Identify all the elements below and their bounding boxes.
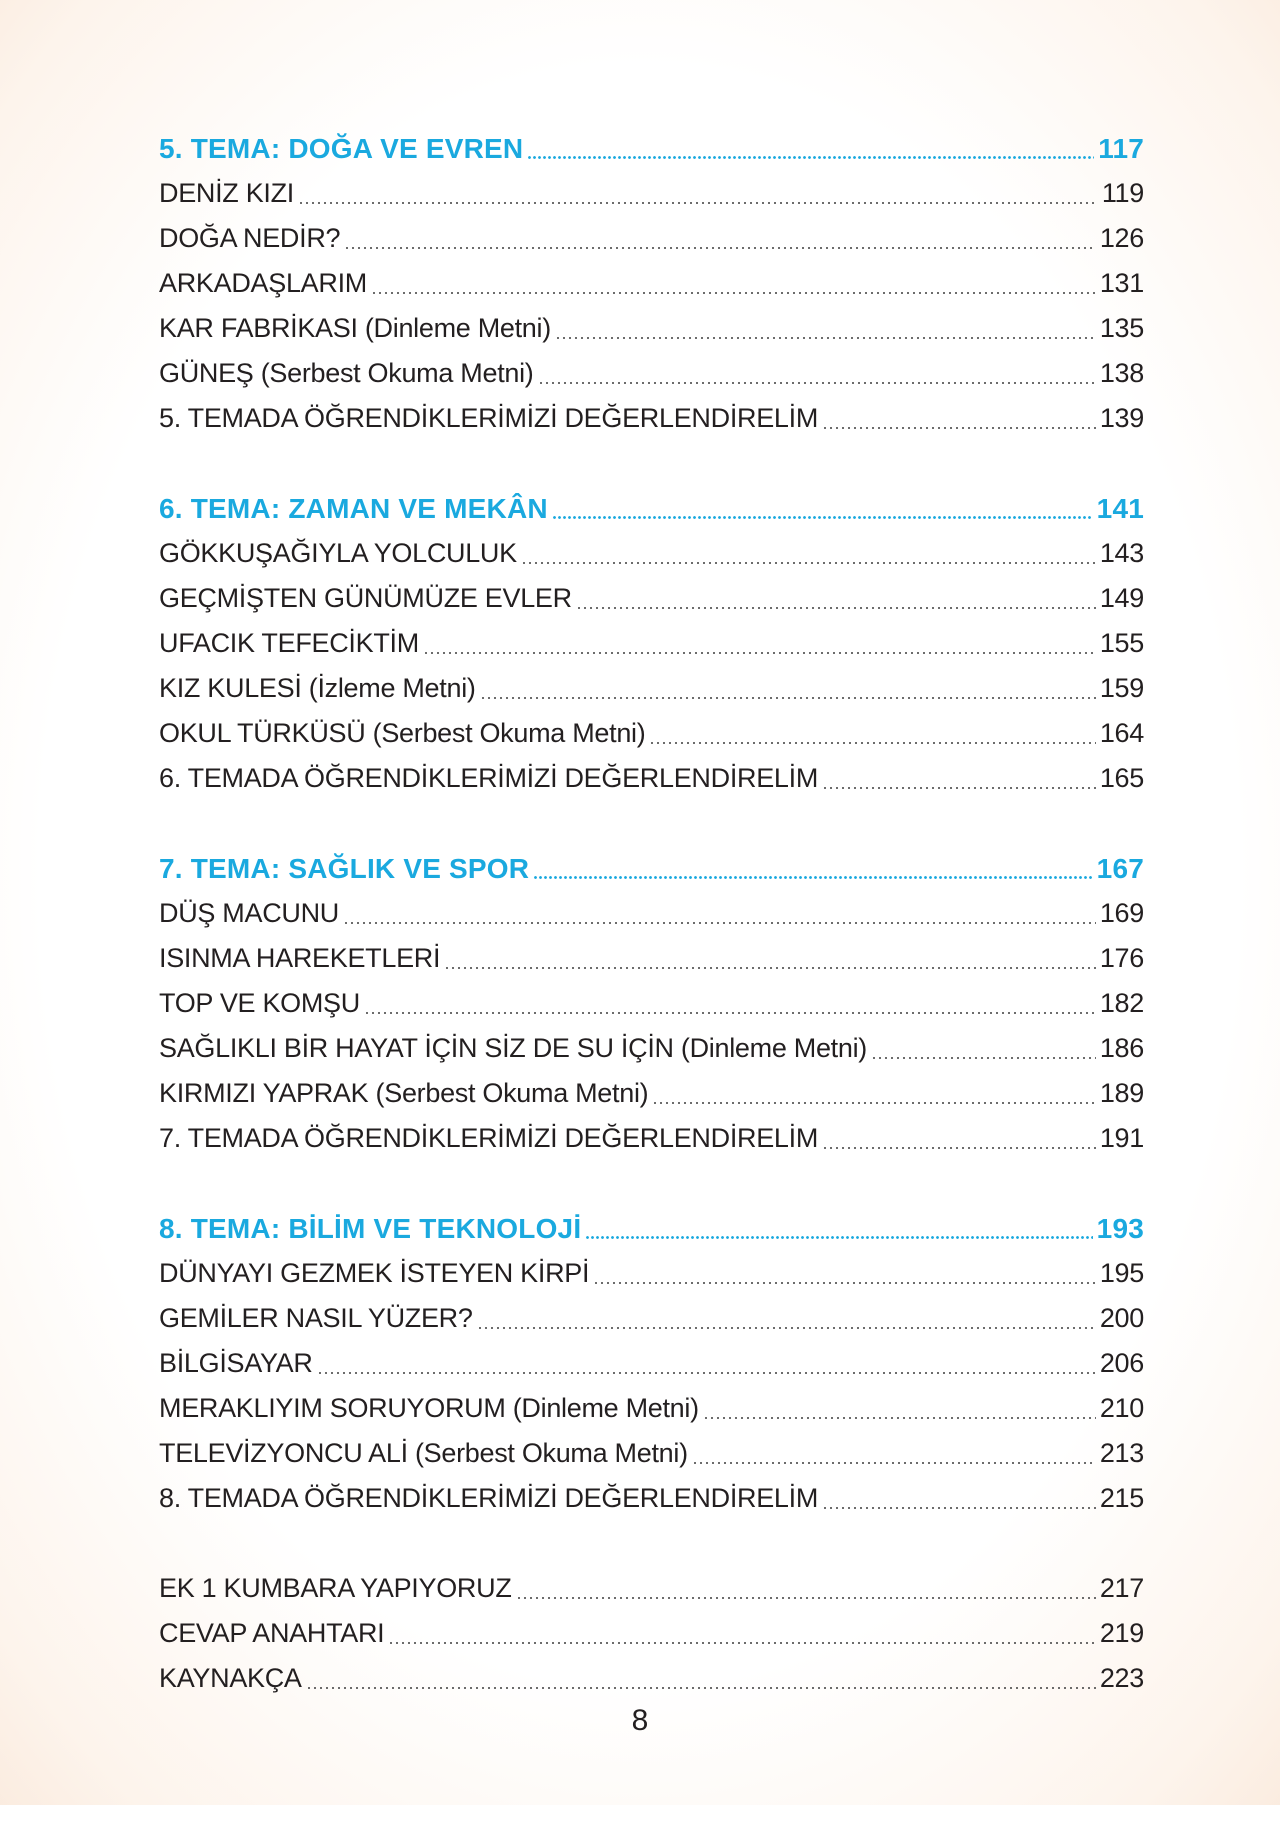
toc-entry[interactable]	[159, 306, 1144, 351]
entry-title: TOP VE KOMŞU	[159, 988, 360, 1018]
theme-page-number: 117	[1098, 133, 1144, 164]
entry-title: ISINMA HAREKETLERİ	[159, 943, 441, 973]
dot-leader	[649, 739, 1095, 747]
dot-leader	[585, 1234, 1092, 1242]
entry-title: EK 1 KUMBARA YAPIYORUZ	[159, 1573, 512, 1603]
toc-entry[interactable]	[159, 756, 1144, 801]
entry-title: 6. TEMADA ÖĞRENDİKLERİMİZİ DEĞERLENDİRELİM	[159, 763, 819, 793]
toc-entry[interactable]	[159, 891, 1144, 936]
dot-leader	[822, 1144, 1096, 1152]
toc-entry[interactable]	[159, 216, 1144, 261]
entry-page-number: 131	[1099, 268, 1144, 298]
theme-page-number: 141	[1096, 493, 1144, 524]
dot-leader	[521, 559, 1096, 567]
toc-entry[interactable]	[159, 1296, 1144, 1341]
toc-entry[interactable]	[159, 621, 1144, 666]
toc-entry[interactable]	[159, 396, 1144, 441]
dot-leader	[444, 964, 1096, 972]
toc-entry[interactable]	[159, 1476, 1144, 1521]
dot-leader	[516, 1594, 1096, 1602]
toc-entry[interactable]	[159, 171, 1144, 216]
toc-entry[interactable]	[159, 1566, 1144, 1611]
entry-page-number: 155	[1099, 628, 1144, 658]
entry-title: SAĞLIKLI BİR HAYAT İÇİN SİZ DE SU İÇİN (Dinleme Metni)	[159, 1033, 867, 1063]
entry-page-number: 165	[1099, 763, 1144, 793]
toc-section	[159, 486, 1144, 801]
entry-title: BİLGİSAYAR	[159, 1348, 313, 1378]
toc-entry[interactable]	[159, 531, 1144, 576]
entry-page-number: 176	[1099, 943, 1144, 973]
dot-leader	[371, 289, 1096, 297]
entry-title: GÜNEŞ (Serbest Okuma Metni)	[159, 358, 534, 388]
dot-leader	[423, 649, 1096, 657]
entry-page-number: 164	[1099, 718, 1144, 748]
theme-page-number: 167	[1096, 853, 1144, 884]
toc-entry[interactable]	[159, 576, 1144, 621]
toc-entry[interactable]	[159, 666, 1144, 711]
dot-leader	[298, 199, 1098, 207]
dot-leader	[527, 154, 1094, 162]
toc-entry[interactable]	[159, 1341, 1144, 1386]
toc-entry[interactable]	[159, 981, 1144, 1026]
dot-leader	[344, 244, 1096, 252]
toc-theme-heading[interactable]	[159, 486, 1144, 531]
entry-page-number: 149	[1099, 583, 1144, 613]
entry-title: MERAKLIYIM SORUYORUM (Dinleme Metni)	[159, 1393, 699, 1423]
dot-leader	[593, 1279, 1096, 1287]
entry-title: GEMİLER NASIL YÜZER?	[159, 1303, 473, 1333]
dot-leader	[822, 784, 1096, 792]
entry-page-number: 213	[1099, 1438, 1144, 1468]
entry-title: DOĞA NEDİR?	[159, 223, 341, 253]
table-of-contents	[159, 126, 1144, 1701]
entry-title: 7. TEMADA ÖĞRENDİKLERİMİZİ DEĞERLENDİRELİM	[159, 1123, 819, 1153]
dot-leader	[364, 1009, 1096, 1017]
toc-entry[interactable]	[159, 1251, 1144, 1296]
dot-leader	[343, 919, 1096, 927]
entry-page-number: 189	[1099, 1078, 1144, 1108]
toc-entry[interactable]	[159, 1071, 1144, 1116]
entry-title: GEÇMİŞTEN GÜNÜMÜZE EVLER	[159, 583, 572, 613]
dot-leader	[871, 1054, 1096, 1062]
entry-page-number: 210	[1099, 1393, 1144, 1423]
entry-page-number: 139	[1099, 403, 1144, 433]
entry-page-number: 186	[1099, 1033, 1144, 1063]
entry-title: DENİZ KIZI	[159, 178, 295, 208]
entry-title: TELEVİZYONCU ALİ (Serbest Okuma Metni)	[159, 1438, 688, 1468]
page-number: 8	[631, 1704, 649, 1737]
dot-leader	[822, 424, 1096, 432]
toc-section	[159, 126, 1144, 441]
theme-title: 6. TEMA: ZAMAN VE MEKÂN	[159, 493, 548, 524]
toc-entry[interactable]	[159, 1386, 1144, 1431]
dot-leader	[555, 334, 1096, 342]
toc-entry[interactable]	[159, 1611, 1144, 1656]
entry-page-number: 191	[1099, 1123, 1144, 1153]
entry-page-number: 195	[1099, 1258, 1144, 1288]
entry-page-number: 135	[1099, 313, 1144, 343]
toc-section	[159, 1206, 1144, 1521]
toc-entry[interactable]	[159, 1431, 1144, 1476]
entry-title: 5. TEMADA ÖĞRENDİKLERİMİZİ DEĞERLENDİRELİM	[159, 403, 819, 433]
entry-page-number: 169	[1099, 898, 1144, 928]
entry-title: DÜNYAYI GEZMEK İSTEYEN KİRPİ	[159, 1258, 590, 1288]
toc-entry[interactable]	[159, 1026, 1144, 1071]
dot-leader	[652, 1099, 1096, 1107]
dot-leader	[703, 1414, 1096, 1422]
entry-page-number: 138	[1099, 358, 1144, 388]
entry-page-number: 200	[1099, 1303, 1144, 1333]
entry-page-number: 119	[1101, 178, 1144, 208]
dot-leader	[822, 1504, 1096, 1512]
entry-page-number: 206	[1099, 1348, 1144, 1378]
entry-title: OKUL TÜRKÜSÜ (Serbest Okuma Metni)	[159, 718, 646, 748]
dot-leader	[388, 1639, 1095, 1647]
entry-title: UFACIK TEFECİKTİM	[159, 628, 419, 658]
toc-theme-heading[interactable]	[159, 846, 1144, 891]
toc-theme-heading[interactable]	[159, 1206, 1144, 1251]
entry-title: KAYNAKÇA	[159, 1663, 302, 1693]
theme-title: 8. TEMA: BİLİM VE TEKNOLOJİ	[159, 1213, 582, 1244]
dot-leader	[477, 1324, 1096, 1332]
toc-appendix-section	[159, 1566, 1144, 1701]
entry-title: DÜŞ MACUNU	[159, 898, 340, 928]
entry-title: 8. TEMADA ÖĞRENDİKLERİMİZİ DEĞERLENDİRELİM	[159, 1483, 819, 1513]
theme-title: 5. TEMA: DOĞA VE EVREN	[159, 133, 524, 164]
entry-title: CEVAP ANAHTARI	[159, 1618, 385, 1648]
theme-page-number: 193	[1096, 1213, 1144, 1244]
entry-page-number: 215	[1099, 1483, 1144, 1513]
theme-title: 7. TEMA: SAĞLIK VE SPOR	[159, 853, 530, 884]
entry-title: GÖKKUŞAĞIYLA YOLCULUK	[159, 538, 517, 568]
toc-entry[interactable]	[159, 1656, 1144, 1701]
entry-page-number: 223	[1099, 1663, 1144, 1693]
toc-theme-heading[interactable]	[159, 126, 1144, 171]
entry-title: KIRMIZI YAPRAK (Serbest Okuma Metni)	[159, 1078, 649, 1108]
toc-entry[interactable]	[159, 936, 1144, 981]
dot-leader	[533, 874, 1092, 882]
entry-title: ARKADAŞLARIM	[159, 268, 367, 298]
toc-entry[interactable]	[159, 261, 1144, 306]
toc-entry[interactable]	[159, 351, 1144, 396]
dot-leader	[692, 1459, 1096, 1467]
entry-title: KIZ KULESİ (İzleme Metni)	[159, 673, 476, 703]
dot-leader	[306, 1684, 1096, 1692]
toc-entry[interactable]	[159, 1116, 1144, 1161]
entry-title: KAR FABRİKASI (Dinleme Metni)	[159, 313, 551, 343]
dot-leader	[480, 694, 1096, 702]
entry-page-number: 126	[1099, 223, 1144, 253]
toc-section	[159, 846, 1144, 1161]
entry-page-number: 182	[1099, 988, 1144, 1018]
entry-page-number: 143	[1099, 538, 1144, 568]
entry-page-number: 159	[1099, 673, 1144, 703]
dot-leader	[538, 379, 1096, 387]
entry-page-number: 217	[1099, 1573, 1144, 1603]
toc-entry[interactable]	[159, 711, 1144, 756]
dot-leader	[576, 604, 1096, 612]
dot-leader	[552, 514, 1093, 522]
dot-leader	[317, 1369, 1096, 1377]
entry-page-number: 219	[1099, 1618, 1144, 1648]
